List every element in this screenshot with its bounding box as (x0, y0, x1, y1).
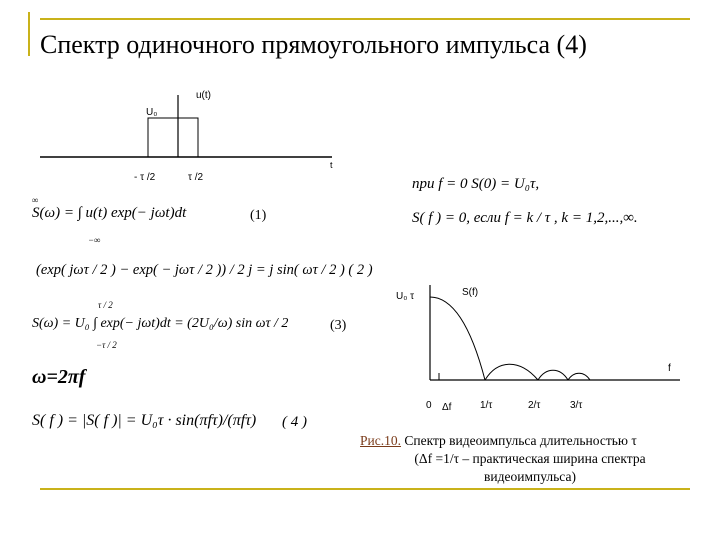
main-lobe (430, 297, 485, 380)
decorative-top-rule (40, 18, 690, 20)
figure-number-link[interactable]: Рис.10. (360, 433, 401, 448)
pulse-plot (30, 85, 350, 185)
formula-1-number: (1) (250, 208, 267, 223)
spectrum-tick-1: 1/τ (480, 400, 493, 411)
pulse-pos-half-label: τ /2 (188, 172, 204, 183)
figure-caption (360, 432, 700, 486)
formula-1-lower-limit: −∞ (88, 235, 101, 245)
slide-title: Спектр одиночного прямоугольного импульса (4) (40, 30, 587, 59)
condition-zeros: S( f ) = 0, если f = k / τ , k = 1,2,...,∞. (412, 210, 638, 226)
formula-3: S(ω) = U₀ ∫ exp(− jωt)dt = (2U₀/ω) sin ωτ / 2 (32, 316, 289, 331)
pulse-rectangle (148, 118, 198, 157)
caption-line-1: Спектр видеоимпульса длительностью τ (400, 433, 637, 448)
condition-f-zero: при f = 0 S(0) = U₀τ, (412, 176, 540, 192)
formula-1-upper-limit: ∞ (32, 195, 39, 205)
spectrum-U0tau-label: U₀ τ (396, 291, 415, 302)
side-lobe-3 (568, 373, 590, 380)
formula-3-lower-limit: −τ / 2 (96, 340, 117, 350)
formula-3-upper-limit: τ / 2 (98, 300, 113, 310)
formula-1: S(ω) = ∫ u(t) exp(− jωt)dt (32, 205, 187, 221)
decorative-vertical-rule (28, 12, 30, 56)
formula-4: S( f ) = |S( f )| = U₀τ · sin(πfτ)/(πfτ) (32, 412, 257, 429)
spectrum-f-label: f (668, 363, 671, 374)
formula-2: (exp( jωτ / 2 ) − exp( − jωτ / 2 )) / 2 j = j sin( ωτ / 2 ) ( 2 ) (36, 262, 373, 278)
pulse-t-label: t (330, 160, 333, 170)
caption-line-3: видеоимпульса) (484, 469, 576, 484)
spectrum-df-label: Δf (442, 402, 452, 413)
side-lobe-2 (538, 370, 568, 380)
pulse-U0-label: U₀ (146, 107, 158, 118)
decorative-bottom-rule (40, 488, 690, 490)
pulse-neg-half-label: - τ /2 (134, 172, 156, 183)
spectrum-S-label: S(f) (462, 287, 479, 298)
pulse-u-label: u(t) (196, 90, 211, 101)
formula-3-number: (3) (330, 318, 347, 333)
formula-4-number: ( 4 ) (282, 414, 307, 430)
caption-line-2: (Δf =1/τ – практическая ширина спектра (414, 451, 646, 466)
side-lobe-1 (485, 364, 538, 380)
omega-relation: ω=2πf (32, 366, 86, 388)
spectrum-plot (390, 275, 690, 425)
spectrum-tick-3: 3/τ (570, 400, 583, 411)
spectrum-zero-label: 0 (426, 400, 432, 411)
spectrum-tick-2: 2/τ (528, 400, 541, 411)
